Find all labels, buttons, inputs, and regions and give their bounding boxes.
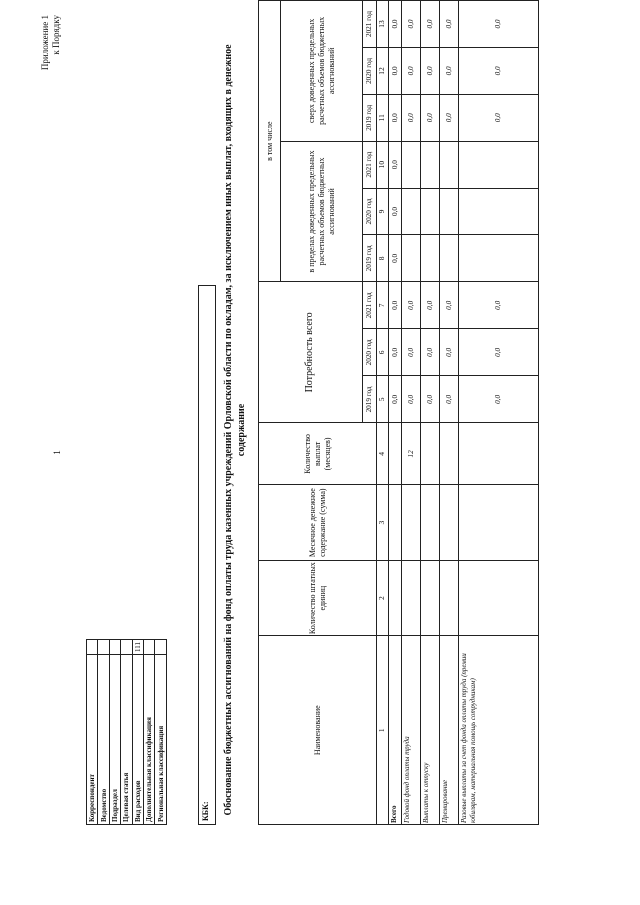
classifier-value bbox=[143, 640, 154, 655]
table-cell bbox=[440, 141, 459, 188]
header-within-limits: в пределах доведенных предельных расчетных объемов бюджетных ассигнований bbox=[281, 141, 363, 282]
classifier-row bbox=[87, 640, 98, 825]
table-row bbox=[402, 1, 421, 825]
column-number: 4 bbox=[377, 423, 389, 485]
classifier-value bbox=[155, 640, 166, 655]
column-number: 10 bbox=[377, 141, 389, 188]
page-number: 1 bbox=[52, 450, 62, 455]
classifier-row bbox=[121, 640, 132, 825]
classifier-value bbox=[121, 640, 132, 655]
table-cell bbox=[421, 188, 440, 235]
table-cell: 0,0 bbox=[421, 282, 440, 329]
table-cell: 0,0 bbox=[389, 141, 402, 188]
classifier-row bbox=[109, 640, 120, 825]
column-number: 13 bbox=[377, 1, 389, 48]
table-cell bbox=[440, 188, 459, 235]
column-number: 3 bbox=[377, 485, 389, 561]
header-monthly-pay: Месячное денежное содержание (сумма) bbox=[259, 485, 377, 561]
classifier-label: Подраздел bbox=[109, 655, 120, 825]
table-cell: 0,0 bbox=[440, 1, 459, 48]
classifier-label: Корреспондент bbox=[87, 655, 98, 825]
header-year: 2020 год bbox=[363, 329, 377, 376]
classifier-label: Вид расходов bbox=[132, 655, 143, 825]
column-number: 12 bbox=[377, 48, 389, 95]
classifier-row bbox=[98, 640, 109, 825]
table-cell bbox=[421, 560, 440, 636]
column-number: 11 bbox=[377, 94, 389, 141]
table-cell: 0,0 bbox=[459, 48, 539, 95]
document-title: Обоснование бюджетных ассигнований на фонд оплаты труда казенных учреждений Орловской области по окладам, за исключением иных выплат, входящих в денежное содержание bbox=[223, 44, 247, 816]
table-cell bbox=[402, 188, 421, 235]
table-row bbox=[440, 1, 459, 825]
classifier-label: Дополнительная классификация bbox=[143, 655, 154, 825]
table-cell: 0,0 bbox=[459, 94, 539, 141]
header-beyond-limits: сверх доведенных предельных расчетных объемов бюджетных ассигнований bbox=[281, 1, 363, 142]
table-cell: 0,0 bbox=[389, 376, 402, 423]
table-cell: 0,0 bbox=[402, 48, 421, 95]
column-number: 8 bbox=[377, 235, 389, 282]
appendix-line-2: к Порядку bbox=[51, 15, 61, 55]
appendix-note bbox=[40, 15, 62, 125]
table-cell: 0,0 bbox=[459, 1, 539, 48]
classifier-row bbox=[143, 640, 154, 825]
header-year: 2020 год bbox=[363, 48, 377, 95]
classifier-value bbox=[109, 640, 120, 655]
table-cell bbox=[440, 560, 459, 636]
table-cell bbox=[389, 423, 402, 485]
table-cell bbox=[421, 141, 440, 188]
table-cell: 0,0 bbox=[440, 376, 459, 423]
header-need-total: Потребность всего bbox=[259, 282, 363, 423]
table-cell: 0,0 bbox=[389, 282, 402, 329]
header-year: 2020 год bbox=[363, 188, 377, 235]
table-cell bbox=[389, 485, 402, 561]
table-cell: 0,0 bbox=[440, 282, 459, 329]
table-cell bbox=[440, 423, 459, 485]
table-cell: 0,0 bbox=[389, 1, 402, 48]
header-including: в том числе bbox=[259, 1, 281, 282]
table-cell bbox=[459, 141, 539, 188]
header-name: Наименование bbox=[259, 636, 377, 825]
column-number: 2 bbox=[377, 560, 389, 636]
table-cell bbox=[421, 235, 440, 282]
table-cell bbox=[421, 485, 440, 561]
table-cell bbox=[459, 188, 539, 235]
table-cell: 0,0 bbox=[421, 329, 440, 376]
column-number: 7 bbox=[377, 282, 389, 329]
table-cell bbox=[402, 141, 421, 188]
header-year: 2021 год bbox=[363, 1, 377, 48]
column-number: 9 bbox=[377, 188, 389, 235]
table-row bbox=[421, 1, 440, 825]
table-cell: 0,0 bbox=[440, 329, 459, 376]
header-year: 2019 год bbox=[363, 376, 377, 423]
classifier-value bbox=[87, 640, 98, 655]
table-cell bbox=[440, 485, 459, 561]
row-name: Премирование bbox=[440, 636, 459, 825]
table-cell: 0,0 bbox=[440, 48, 459, 95]
header-year: 2021 год bbox=[363, 141, 377, 188]
table-cell: 0,0 bbox=[402, 94, 421, 141]
classifier-label: Целевая статья bbox=[121, 655, 132, 825]
classifier-row bbox=[155, 640, 166, 825]
column-number-row bbox=[377, 1, 389, 825]
classifier-table bbox=[86, 639, 167, 825]
table-cell: 12 bbox=[402, 423, 421, 485]
table-cell: 0,0 bbox=[389, 48, 402, 95]
column-number: 5 bbox=[377, 376, 389, 423]
header-payment-count: Количество выплат (месяцев) bbox=[259, 423, 377, 485]
appendix-line-1: Приложение 1 bbox=[40, 15, 50, 71]
row-name: Выплаты к отпуску bbox=[421, 636, 440, 825]
table-cell bbox=[402, 485, 421, 561]
table-cell bbox=[402, 560, 421, 636]
header-year: 2021 год bbox=[363, 282, 377, 329]
table-cell bbox=[421, 423, 440, 485]
table-cell: 0,0 bbox=[459, 329, 539, 376]
table-cell: 0,0 bbox=[402, 329, 421, 376]
budget-table bbox=[258, 0, 539, 825]
header-year: 2019 год bbox=[363, 94, 377, 141]
classifier-value: 111 bbox=[132, 640, 143, 655]
table-row bbox=[389, 1, 402, 825]
header-staff-count: Количество штатных единиц bbox=[259, 560, 377, 636]
classifier-label: Региональная классификация bbox=[155, 655, 166, 825]
classifier-row bbox=[132, 640, 143, 825]
table-cell: 0,0 bbox=[421, 94, 440, 141]
table-cell: 0,0 bbox=[402, 282, 421, 329]
classifier-value bbox=[98, 640, 109, 655]
table-cell: 0,0 bbox=[421, 48, 440, 95]
column-number: 1 bbox=[377, 636, 389, 825]
row-name: Разовые выплаты за счет фонда оплаты труда (премии юбилярам, материальная помощь сотрудникам) bbox=[459, 636, 539, 825]
table-row bbox=[459, 1, 539, 825]
table-cell bbox=[459, 235, 539, 282]
table-cell bbox=[389, 560, 402, 636]
table-cell bbox=[459, 485, 539, 561]
table-cell: 0,0 bbox=[389, 235, 402, 282]
table-cell: 0,0 bbox=[389, 329, 402, 376]
classifier-label: Ведомство bbox=[98, 655, 109, 825]
header-year: 2019 год bbox=[363, 235, 377, 282]
table-cell: 0,0 bbox=[459, 376, 539, 423]
table-cell: 0,0 bbox=[421, 1, 440, 48]
kbk-field: КБК: bbox=[198, 285, 216, 825]
table-cell: 0,0 bbox=[402, 376, 421, 423]
table-cell: 0,0 bbox=[389, 94, 402, 141]
table-cell: 0,0 bbox=[459, 282, 539, 329]
table-cell: 0,0 bbox=[402, 1, 421, 48]
column-number: 6 bbox=[377, 329, 389, 376]
table-cell: 0,0 bbox=[421, 376, 440, 423]
row-name: Всего bbox=[389, 636, 402, 825]
row-name: Годовой фонд оплаты труда bbox=[402, 636, 421, 825]
table-cell bbox=[440, 235, 459, 282]
table-cell: 0,0 bbox=[389, 188, 402, 235]
table-cell: 0,0 bbox=[440, 94, 459, 141]
table-cell bbox=[459, 560, 539, 636]
table-cell bbox=[459, 423, 539, 485]
table-cell bbox=[402, 235, 421, 282]
